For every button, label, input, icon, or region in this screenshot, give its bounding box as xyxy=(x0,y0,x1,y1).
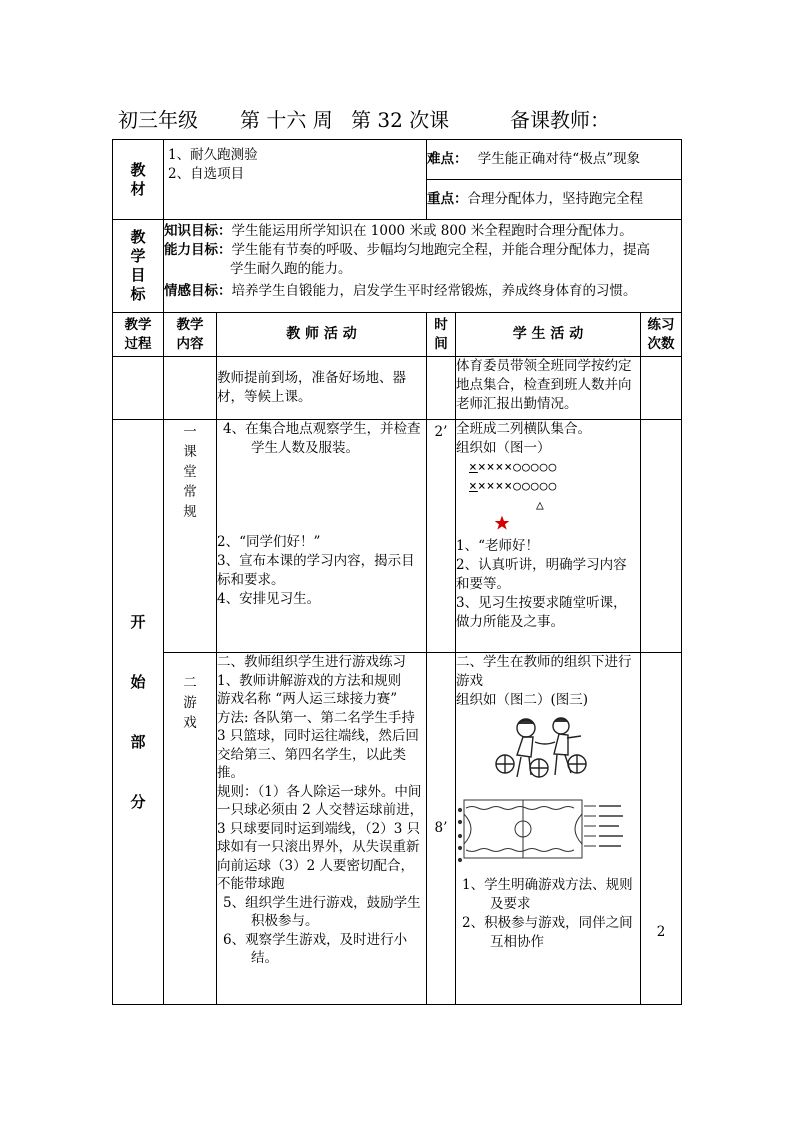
teacher-label: 备课教师： xyxy=(510,108,610,132)
pre-time-cell xyxy=(427,357,456,420)
difficulty-label: 难点： xyxy=(427,151,468,167)
material-item-1: 1、耐久跑测验 xyxy=(168,147,258,163)
court-diagram xyxy=(456,790,640,870)
ability-label: 能力目标： xyxy=(164,242,232,258)
col-content-text: 教学内容 xyxy=(176,316,204,352)
routine-student-2: 组织如（图一） xyxy=(456,440,551,456)
formation-row-1: ×××××○○○○○ xyxy=(469,460,558,475)
section-start-label: 开 始 部 分 xyxy=(130,613,146,811)
objectives-label: 教学目标 xyxy=(130,228,146,303)
routine-content: 一课堂常规 xyxy=(183,424,197,520)
material-label-cell xyxy=(113,140,164,220)
pre-content-cell xyxy=(164,357,217,420)
game-teacher-5: 规则：（1）各人除运一球外。中间一只球必须由 2 人交替运球前进，3 只球要同时运到端线，（2）3 只球如有一只滚出界外，从失误重新向前运球（3）2 人要密切配合，不能带球跑 xyxy=(217,783,424,892)
grade: 初三年级 xyxy=(118,108,198,132)
week: 第 十六 周 xyxy=(240,108,333,132)
game-teacher-3: 游戏名称 “两人运三球接力赛” xyxy=(217,691,398,707)
objectives-label-cell xyxy=(113,220,164,313)
game-teacher-1: 二、教师组织学生进行游戏练习 xyxy=(217,654,406,670)
lesson-header xyxy=(118,104,718,134)
pre-practice-cell xyxy=(641,357,682,420)
material-items-cell xyxy=(164,140,427,220)
difficulty-cell xyxy=(427,140,682,180)
col-time xyxy=(427,313,456,357)
col-student: 学 生 活 动 xyxy=(456,313,641,357)
emotion-label: 情感目标： xyxy=(164,283,232,299)
material-label: 教 材 xyxy=(130,160,146,198)
key-point-label: 重点： xyxy=(427,191,468,207)
star-icon xyxy=(456,515,640,537)
routine-content-cell xyxy=(164,420,217,653)
game-student-2: 组织如（图二）(图三) xyxy=(456,692,589,708)
formation-row-2: ×××××○○○○○ xyxy=(469,479,558,494)
game-student-4: 2、积极参与游戏，同伴之间互相协作 xyxy=(462,915,633,950)
game-teacher-6: 5、组织学生进行游戏，鼓励学生积极参与。 xyxy=(223,894,421,929)
routine-student-3: 1、“老师好！ xyxy=(456,538,539,554)
knowledge-label: 知识目标： xyxy=(164,223,232,239)
game-student-3: 1、学生明确游戏方法、规则及要求 xyxy=(462,877,633,912)
routine-practice-cell xyxy=(641,420,682,653)
routine-teacher-3: 3、宣布本课的学习内容，揭示目标和要求。 xyxy=(217,553,415,588)
col-practice-text: 练习次数 xyxy=(647,316,675,352)
emotion-text: 培养学生自锻能力，启发学生平时经常锻炼，养成终身体育的习惯。 xyxy=(231,283,637,299)
game-teacher-cell xyxy=(217,653,427,1005)
knowledge-objective xyxy=(164,222,681,241)
section-start-cell xyxy=(113,420,164,1005)
col-content xyxy=(164,313,217,357)
key-point-cell xyxy=(427,180,682,220)
pre-teacher-cell: 教师提前到场，准备好场地、器材，等候上课。 xyxy=(217,357,427,420)
game-practice-cell: 2 xyxy=(641,653,682,1005)
lesson-plan-table xyxy=(112,139,682,1005)
routine-time-cell: 2’ xyxy=(427,420,456,653)
ability-text-1: 学生能有节奏的呼吸、步幅均匀地跑完全程，并能合理分配体力，提高 xyxy=(231,242,650,258)
emotion-objective xyxy=(164,282,681,301)
difficulty-text: 学生能正确对待“极点”现象 xyxy=(477,151,641,167)
material-item-2: 2、自选项目 xyxy=(168,166,245,182)
game-teacher-2: 1、教师讲解游戏的方法和规则 xyxy=(217,672,402,689)
col-time-text: 时间 xyxy=(434,316,448,352)
routine-teacher-2: 2、“同学们好！” xyxy=(217,534,321,550)
ability-objective xyxy=(164,241,681,260)
routine-teacher-4: 4、安排见习生。 xyxy=(217,591,321,607)
col-process-text: 教学过程 xyxy=(124,316,152,352)
objectives-cell xyxy=(164,220,682,313)
routine-teacher-1: 4、在集合地点观察学生，并检查学生人数及服装。 xyxy=(223,421,421,456)
formation-leader: × xyxy=(469,460,478,475)
col-practice xyxy=(641,313,682,357)
knowledge-text: 学生能运用所学知识在 1000 米或 800 米全程跑时合理分配体力。 xyxy=(231,223,633,239)
routine-student-cell xyxy=(456,420,641,653)
routine-student-1: 全班成二列横队集合。 xyxy=(456,421,591,437)
game-content: 二游戏 xyxy=(183,675,197,731)
game-student-1: 二、学生在教师的组织下进行游戏 xyxy=(456,654,632,689)
pre-process-cell xyxy=(113,357,164,420)
game-content-cell xyxy=(164,653,217,1005)
game-teacher-4: 方法: 各队第一、第二名学生手持 3 只篮球，同时运往端线，然后回交给第三、第四名学生，以此类推。 xyxy=(217,709,419,781)
formation-triangle: △ xyxy=(536,498,545,513)
game-time-cell: 8’ xyxy=(427,653,456,1005)
routine-student-4: 2、认真听讲，明确学习内容和要等。 xyxy=(456,557,627,592)
routine-teacher-cell xyxy=(217,420,427,653)
children-illustration xyxy=(456,716,640,782)
game-student-cell xyxy=(456,653,641,1005)
routine-student-5: 3、见习生按要求随堂听课，做力所能及之事。 xyxy=(456,595,627,630)
pre-student-cell: 体育委员带领全班同学按约定地点集合，检查到班人数并向老师汇报出勤情况。 xyxy=(456,357,641,420)
lesson-number: 第 32 次课 xyxy=(351,108,450,132)
game-teacher-7: 6、观察学生游戏，及时进行小结。 xyxy=(223,931,408,966)
ability-text-2: 学生耐久跑的能力。 xyxy=(230,261,352,277)
key-point-text: 合理分配体力，坚持跑完全程 xyxy=(467,191,643,207)
col-teacher: 教 师 活 动 xyxy=(217,313,427,357)
formation-leader: × xyxy=(469,479,478,494)
col-process xyxy=(113,313,164,357)
